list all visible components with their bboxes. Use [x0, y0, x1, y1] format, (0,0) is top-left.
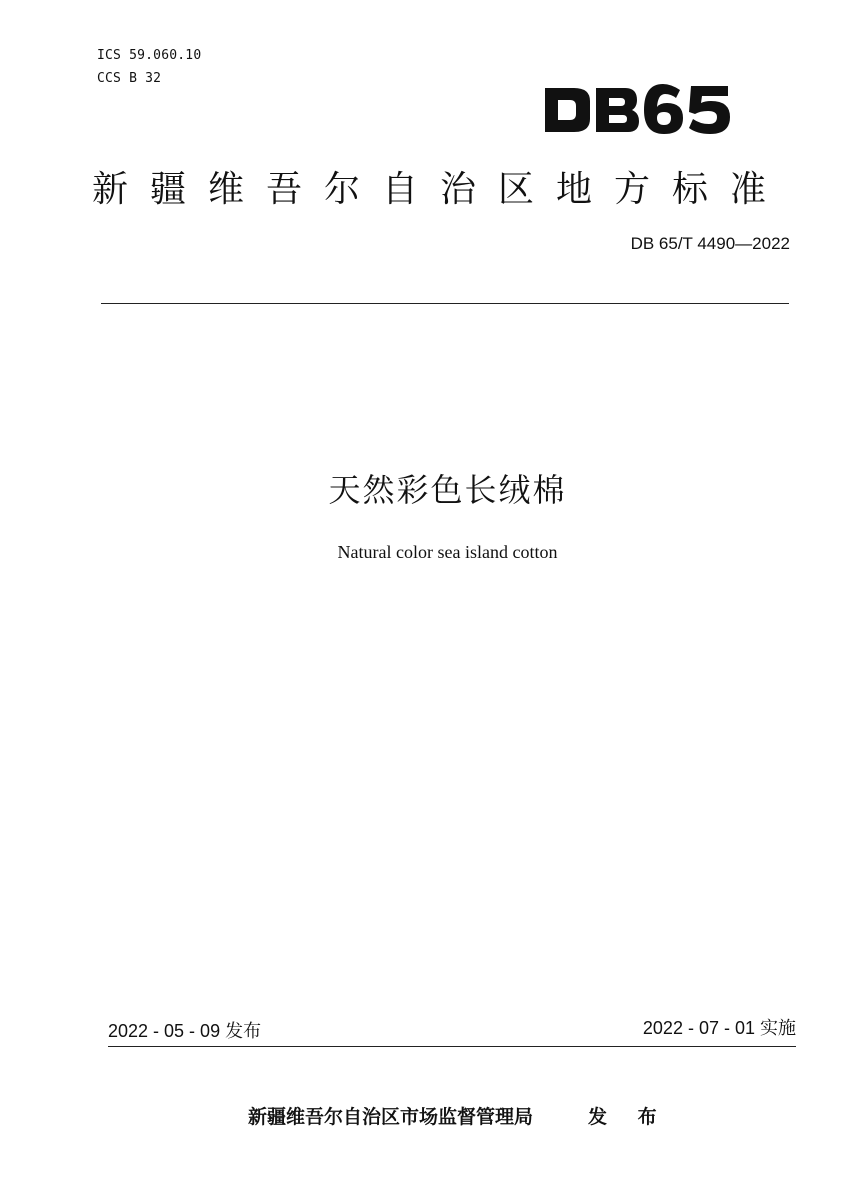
issuing-authority: 新疆维吾尔自治区市场监督管理局: [248, 1106, 534, 1128]
standard-number: DB 65/T 4490—2022: [630, 234, 790, 253]
implementation-date: 2022 - 07 - 01 实施: [642, 1018, 796, 1038]
db65-logo: [540, 70, 740, 140]
issue-date: 2022 - 05 - 09 发布: [108, 1021, 262, 1041]
bottom-divider: [108, 1046, 796, 1047]
org-standard-title: 新疆维吾尔自治区地方标准: [92, 169, 789, 210]
ics-code: ICS 59.060.10: [97, 48, 202, 63]
ccs-code: CCS B 32: [97, 71, 162, 86]
standard-title-chinese: 天然彩色长绒棉: [328, 471, 567, 509]
standard-title-english: Natural color sea island cotton: [337, 542, 558, 562]
top-divider: [101, 303, 789, 304]
issue-label: 发 布: [588, 1106, 669, 1128]
